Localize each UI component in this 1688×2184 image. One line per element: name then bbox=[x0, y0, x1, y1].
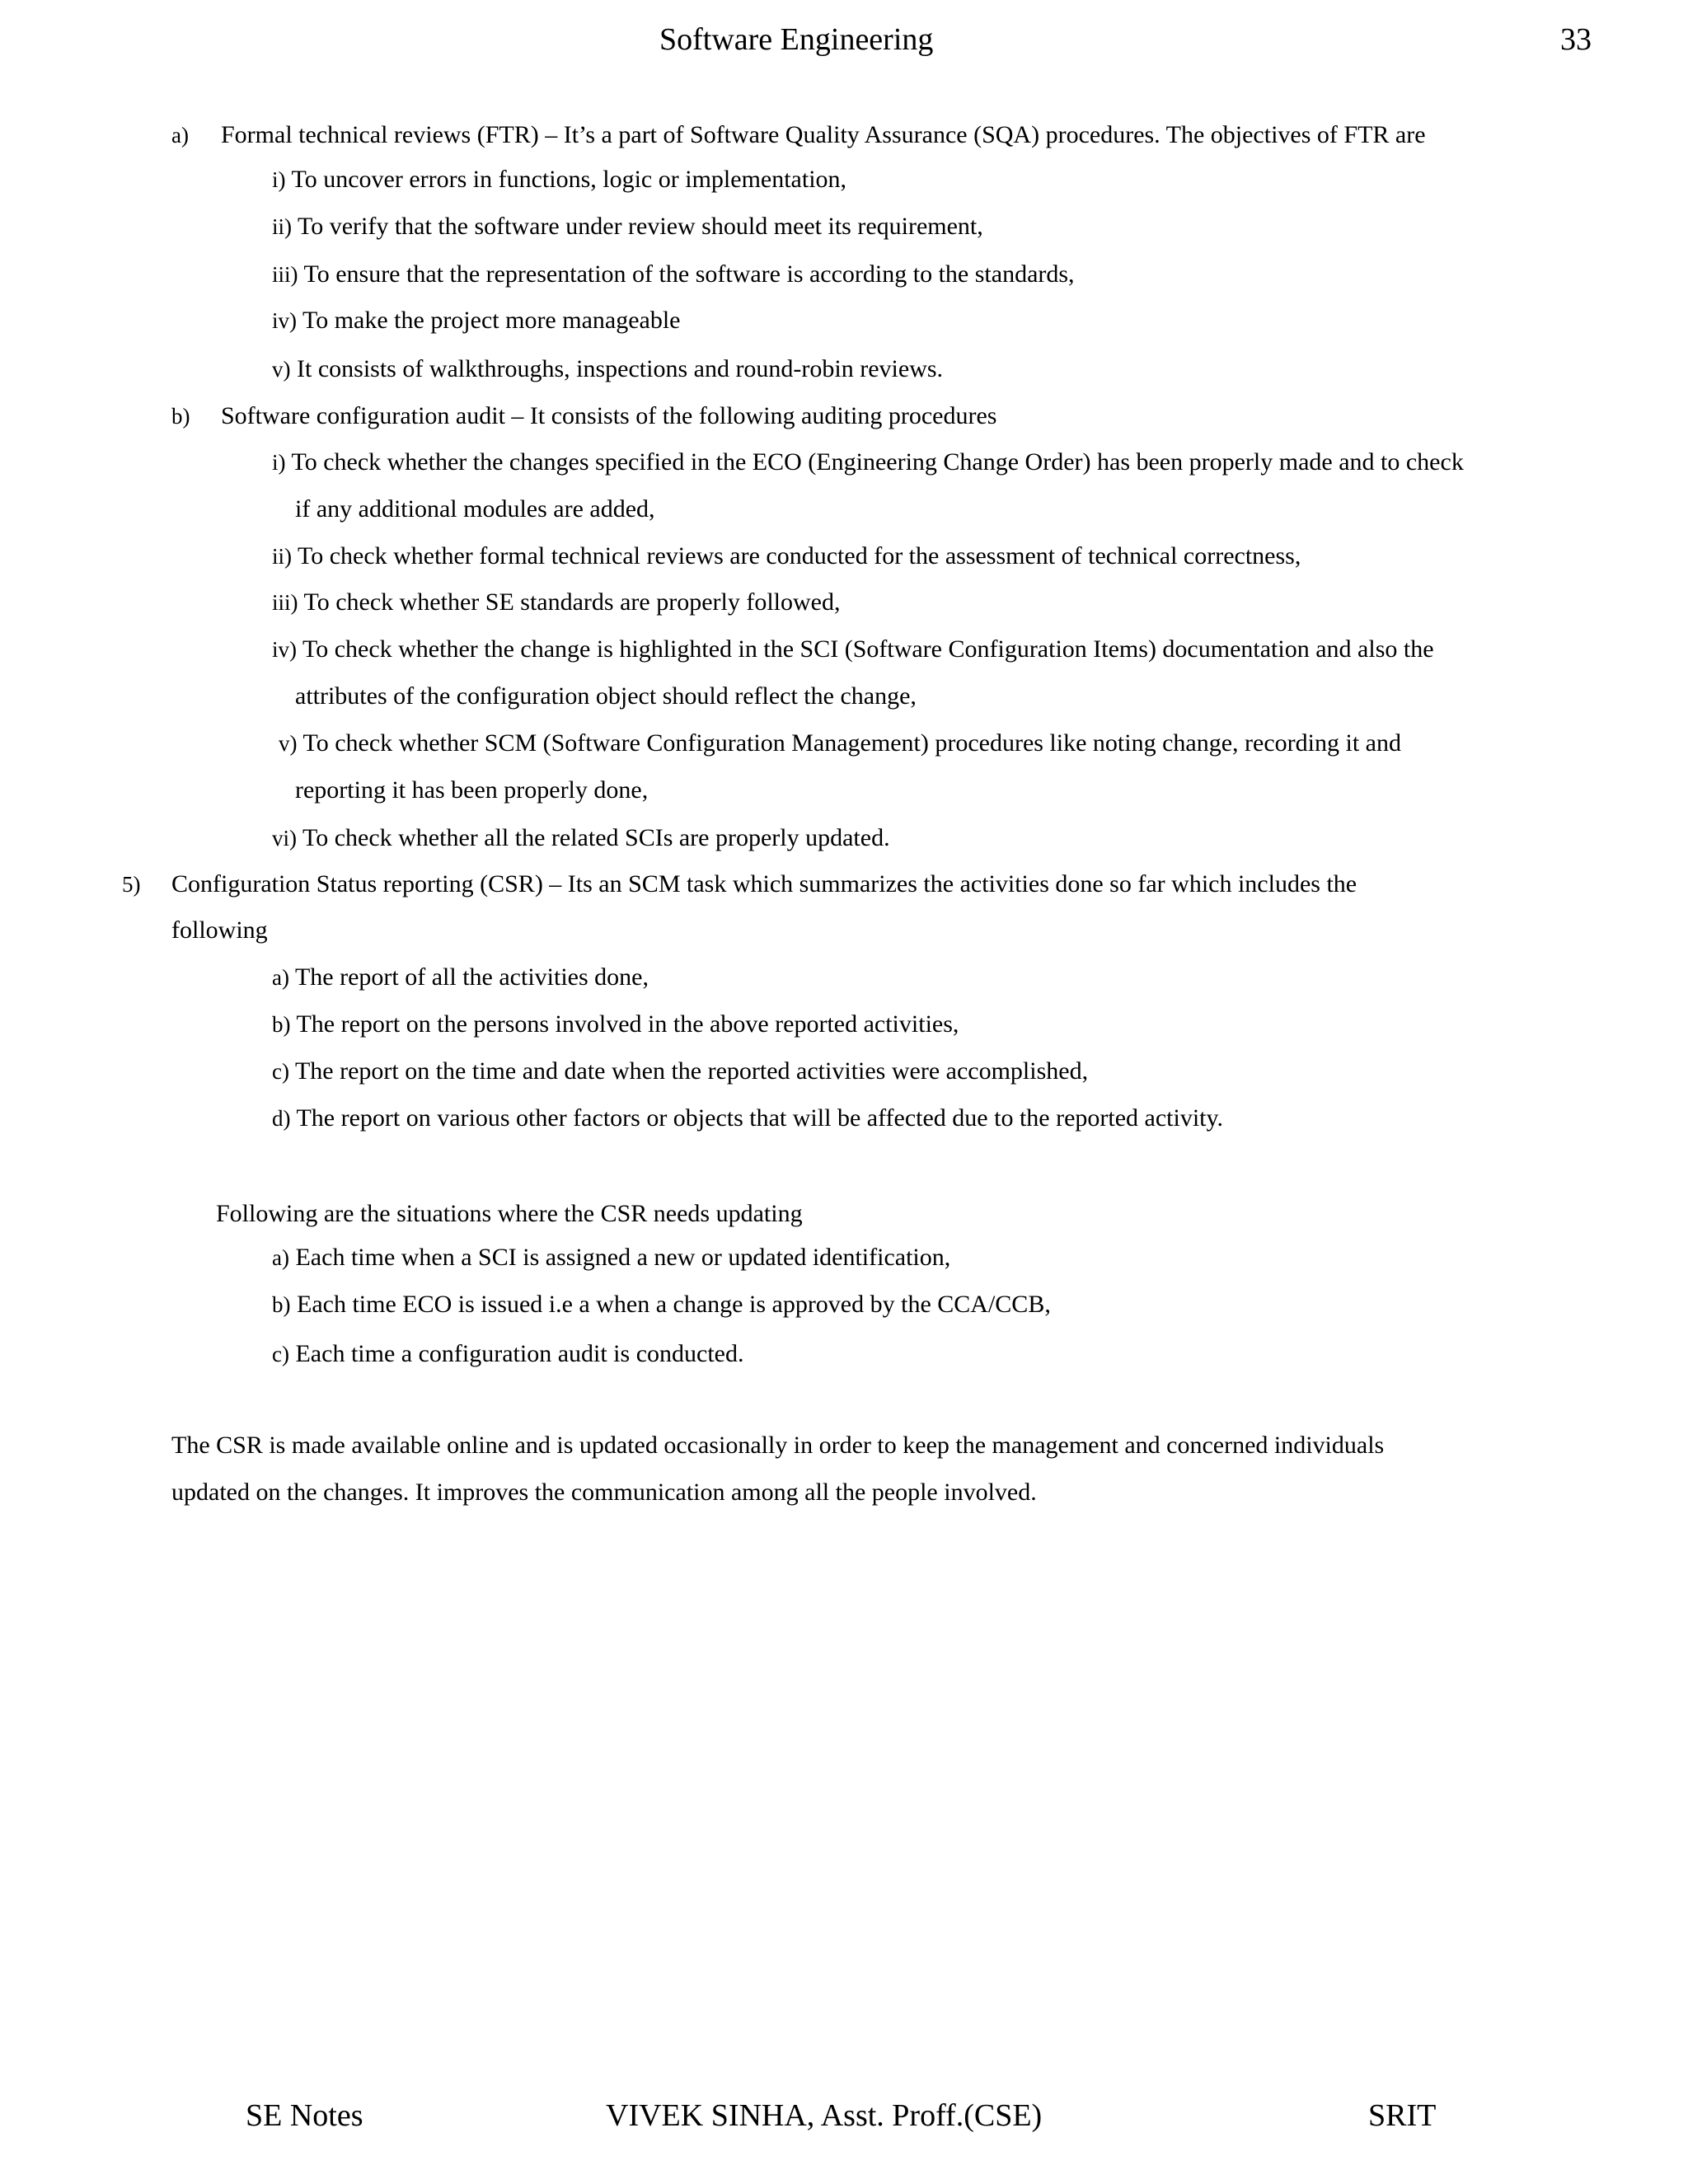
footer-right: SRIT bbox=[1368, 2098, 1437, 2133]
list-item-continuation: if any additional modules are added, bbox=[295, 495, 655, 523]
list-item: a) The report of all the activities done, bbox=[272, 963, 649, 991]
paragraph-csr: Configuration Status reporting (CSR) – Its an SCM task which summarizes the activities done so far which includes the bbox=[171, 870, 1357, 898]
list-label: 5) bbox=[122, 872, 141, 897]
list-item: d) The report on various other factors or objects that will be affected due to the reported activity. bbox=[272, 1104, 1224, 1132]
list-item: ii) To verify that the software under review should meet its requirement, bbox=[272, 213, 983, 240]
list-item-continuation: attributes of the configuration object should reflect the change, bbox=[295, 682, 917, 710]
paragraph-continuation: following bbox=[171, 916, 268, 944]
paragraph-intro: Following are the situations where the CSR needs updating bbox=[216, 1200, 803, 1227]
list-item: c) The report on the time and date when the reported activities were accomplished, bbox=[272, 1057, 1089, 1085]
list-item: i) To check whether the changes specified in the ECO (Engineering Change Order) has been properly made and to check bbox=[272, 448, 1464, 476]
footer-left: SE Notes bbox=[246, 2098, 363, 2133]
list-item: v) It consists of walkthroughs, inspections and round-robin reviews. bbox=[272, 355, 944, 382]
paragraph-closing-line2: updated on the changes. It improves the communication among all the people involved. bbox=[171, 1479, 1037, 1506]
page-title: Software Engineering bbox=[659, 22, 934, 57]
paragraph-audit: Software configuration audit – It consists of the following auditing procedures bbox=[221, 402, 997, 429]
list-item: iv) To check whether the change is highlighted in the SCI (Software Configuration Items) documentation and also the bbox=[272, 635, 1434, 663]
list-item: c) Each time a configuration audit is conducted. bbox=[272, 1340, 744, 1367]
paragraph-closing-line1: The CSR is made available online and is updated occasionally in order to keep the management and concerned individuals bbox=[171, 1432, 1385, 1459]
list-item: b) Each time ECO is issued i.e a when a change is approved by the CCA/CCB, bbox=[272, 1291, 1051, 1318]
list-label: a) bbox=[171, 123, 189, 148]
list-item: vi) To check whether all the related SCIs are properly updated. bbox=[272, 824, 890, 851]
list-item: iii) To check whether SE standards are properly followed, bbox=[272, 588, 841, 616]
list-item: v) To check whether SCM (Software Configuration Management) procedures like noting change, recording it and bbox=[279, 729, 1401, 757]
page-number: 33 bbox=[1560, 22, 1592, 57]
list-item-continuation: reporting it has been properly done, bbox=[295, 776, 649, 804]
list-item: iii) To ensure that the representation of the software is according to the standards, bbox=[272, 260, 1075, 288]
footer-author: VIVEK SINHA, Asst. Proff.(CSE) bbox=[606, 2098, 1043, 2133]
list-label: b) bbox=[171, 404, 190, 429]
paragraph-ftr: Formal technical reviews (FTR) – It’s a part of Software Quality Assurance (SQA) procedures. The objectives of FTR are bbox=[221, 121, 1426, 148]
list-item: b) The report on the persons involved in the above reported activities, bbox=[272, 1010, 959, 1038]
list-item: ii) To check whether formal technical reviews are conducted for the assessment of technical correctness, bbox=[272, 542, 1301, 569]
list-item: iv) To make the project more manageable bbox=[272, 307, 681, 334]
list-item: i) To uncover errors in functions, logic or implementation, bbox=[272, 166, 847, 193]
list-item: a) Each time when a SCI is assigned a new or updated identification, bbox=[272, 1244, 951, 1271]
